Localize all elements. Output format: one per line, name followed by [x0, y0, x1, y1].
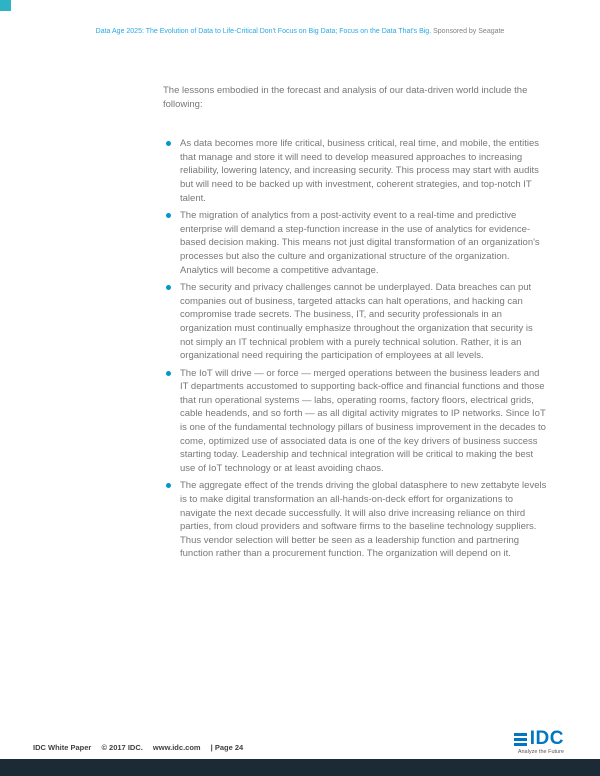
bullet-item: [163, 281, 547, 363]
footer-copyright: © 2017 IDC.: [101, 743, 143, 752]
bullet-text: As data becomes more life critical, business critical, real time, and mobile, the entities that manage and store it will need to develop measured approaches to increasing reliability, lowering latency, and increasing security. This process may start with audits but will need to be backed up with investment, coherent strategies, and top-notch IT talent.: [180, 138, 540, 204]
corner-accent-square: [0, 0, 11, 11]
idc-logo: [514, 723, 564, 756]
page-footer: [33, 723, 564, 756]
bullet-dot-icon: [166, 285, 171, 290]
bullet-text: The security and privacy challenges cannot be underplayed. Data breaches can put companies out of business, targeted attacks can halt operations, and hacking can compromise trade secrets. The business, IT, and security professionals in an organization must continually emphasize throughout the organization that security is not simply an IT technical problem with a purely technical solution. Rather, it is an organizational need requiring the participation of employees at all levels.: [180, 282, 533, 362]
page-content: [163, 84, 547, 565]
bullet-text: The IoT will drive — or force — merged operations between the business leaders and IT departments accustomed to supporting back-office and financial functions and those that run operational systems — labs, operating rooms, factory floors, electrical grids, cable headends, and so forth — as all digital activity migrates to IP networks. Since IoT is one of the fundamental technology pillars of business improvement in the decades to come, optimized use of associated data is one of the key drivers of business success starting today. Leadership and technical integration will be critical to making the best use of IoT technology or at least avoiding chaos.: [180, 367, 546, 474]
header-title-link[interactable]: Data Age 2025: The Evolution of Data to Life-Critical Don't Focus on Big Data; Focus on the Data That's Big.: [95, 28, 432, 35]
idc-logo-text: IDC: [529, 728, 564, 749]
footer-url: www.idc.com: [152, 743, 201, 752]
bullet-item: [163, 367, 547, 476]
bullet-item: [163, 137, 547, 205]
footer-text: [33, 743, 243, 755]
page-header: [0, 27, 600, 36]
bullet-dot-icon: [166, 371, 171, 376]
bullet-list: [163, 137, 547, 561]
bullet-dot-icon: [166, 213, 171, 218]
intro-paragraph: The lessons embodied in the forecast and analysis of our data-driven world include the following:: [163, 85, 528, 110]
bullet-dot-icon: [166, 141, 171, 146]
header-sponsor: Sponsored by Seagate: [433, 28, 505, 35]
bullet-text: The aggregate effect of the trends driving the global datasphere to new zettabyte levels is to make digital transformation an all-hands-on-deck effort for organizations to navigate the next decade successfully. It will also drive increasing reliance on third parties, from cloud providers and software firms to the baseline technology suppliers. Thus vendor selection will better be seen as a leadership function and partnering function rather than a procurement function. The organization will depend on it.: [180, 480, 547, 560]
bullet-dot-icon: [166, 483, 171, 488]
bullet-item: [163, 479, 547, 561]
bullet-item: [163, 209, 547, 277]
idc-logo-bars-icon: [514, 733, 527, 746]
footer-navy-bar: [0, 759, 600, 776]
idc-logo-row: [514, 730, 564, 748]
footer-brand: IDC White Paper: [33, 743, 92, 752]
footer-page-number: | Page 24: [210, 743, 244, 752]
bullet-text: The migration of analytics from a post-activity event to a real-time and predictive enterprise will demand a step-function increase in the use of analytics for evidence-based decision making. This means not just digital transformation of an organization's processes but also the culture and organizational structure of the organization. Analytics will become a competitive advantage.: [180, 210, 540, 276]
idc-logo-tagline: Analyze the Future: [517, 749, 564, 755]
